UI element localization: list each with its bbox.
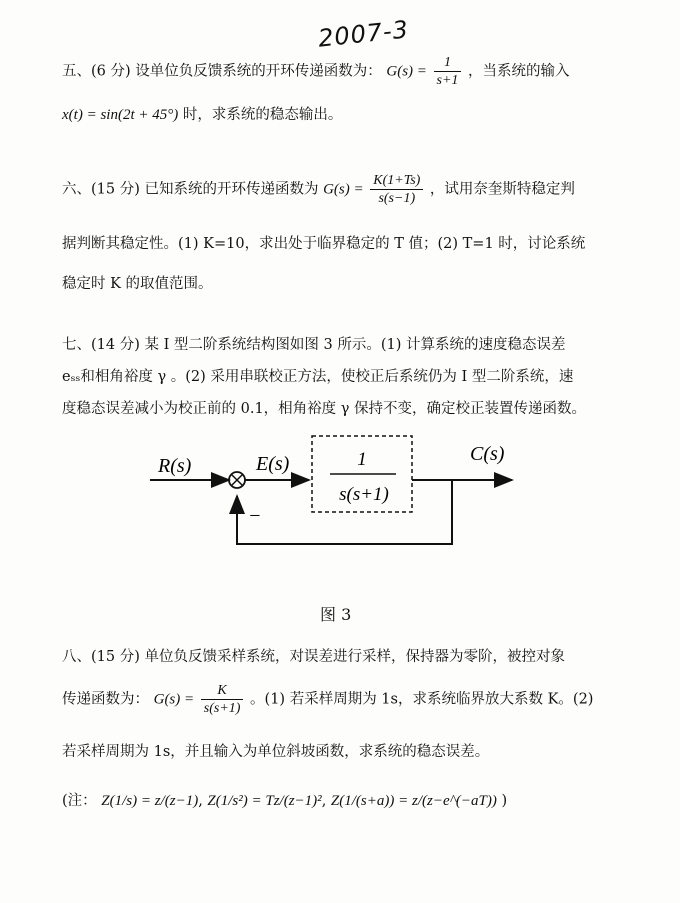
handwritten-date-note: 2007-3 [316, 15, 411, 53]
q8-line-3: 若采样周期为 1s，并且输入为单位斜坡函数，求系统的稳态误差。 [62, 744, 490, 760]
output-label-c: C(s) [470, 443, 505, 465]
q8-note: (注： Z(1/s) = z/(z−1), Z(1/s²) = Tz/(z−1)², Z(1/(s+a)) = z/(z−e^(−aT)) ) [62, 793, 508, 809]
q8-suffix: 。(1) 若采样周期为 1s，求系统临界放大系数 K。(2) [250, 691, 594, 708]
feedback-minus-sign: − [248, 505, 262, 527]
q6-line-1 [62, 172, 575, 207]
q5-g-lhs: G(s) = [386, 63, 427, 80]
q8-denominator: s(s+1) [203, 701, 241, 716]
q6-fraction [370, 172, 423, 207]
z-transform-3: Z(1/(s+a)) = z/(z−e^(−aT)) [330, 793, 497, 809]
q6-prefix: 六、(15 分) 已知系统的开环传递函数为 [62, 181, 319, 198]
q7-line-3: 度稳态误差减小为校正前的 0.1，相角裕度 γ 保持不变，确定校正装置传递函数。 [62, 401, 587, 417]
input-label-r: R(s) [158, 455, 192, 477]
q6-line-3: 稳定时 K 的取值范围。 [62, 276, 213, 292]
q8-note-suffix: ) [501, 793, 508, 809]
q8-g-lhs: G(s) = [153, 691, 195, 708]
q6-suffix: ，试用奈奎斯特稳定判 [429, 181, 575, 198]
q6-numerator: K(1+Ts) [370, 172, 423, 190]
q7-line-1: 七、(14 分) 某 I 型二阶系统结构图如图 3 所示。(1) 计算系统的速度稳态误差 [62, 337, 566, 353]
q6-g-lhs: G(s) = [323, 181, 364, 198]
q8-line-1: 八、(15 分) 单位负反馈采样系统，对误差进行采样，保持器为零阶，被控对象 [62, 649, 565, 665]
block-denominator: s(s+1) [339, 484, 389, 505]
q5-numerator: 1 [434, 54, 462, 72]
q8-prefix: 传递函数为： [62, 691, 149, 708]
q5-line-1 [62, 54, 570, 89]
q5-prefix: 五、(6 分) 设单位负反馈系统的开环传递函数为： [62, 63, 382, 80]
figure-caption: 图 3 [320, 605, 352, 624]
z-transform-1: Z(1/s) = z/(z−1) [101, 793, 199, 809]
q6-line-2: 据判断其稳定性。(1) K=10，求出处于临界稳定的 T 值；(2) T=1 时，讨论系统 [62, 236, 586, 252]
q5-line-2 [62, 103, 342, 124]
q7-line-2: eₛₛ和相角裕度 γ 。(2) 采用串联校正方法，使校正后系统仍为 I 型二阶系统，速 [62, 369, 574, 385]
q5-denominator: s+1 [436, 73, 459, 88]
q8-line-2 [62, 682, 593, 717]
q8-fraction [201, 682, 244, 717]
q8-note-prefix: (注： [62, 793, 97, 809]
transfer-function-block [312, 436, 412, 512]
block-numerator: 1 [357, 449, 367, 470]
q5-line-2-text: 时，求系统的稳态输出。 [178, 107, 343, 123]
error-label-e: E(s) [256, 453, 290, 475]
z-transform-2: Z(1/s²) = Tz/(z−1)² [207, 793, 322, 809]
q5-suffix: ，当系统的输入 [468, 63, 570, 80]
q8-numerator: K [201, 682, 244, 700]
q5-input-signal: x(t) = sin(2t + 45°) [62, 107, 179, 123]
q6-denominator: s(s−1) [378, 191, 416, 206]
summing-junction [229, 472, 245, 488]
block-diagram [0, 430, 680, 570]
q5-fraction [434, 54, 462, 89]
